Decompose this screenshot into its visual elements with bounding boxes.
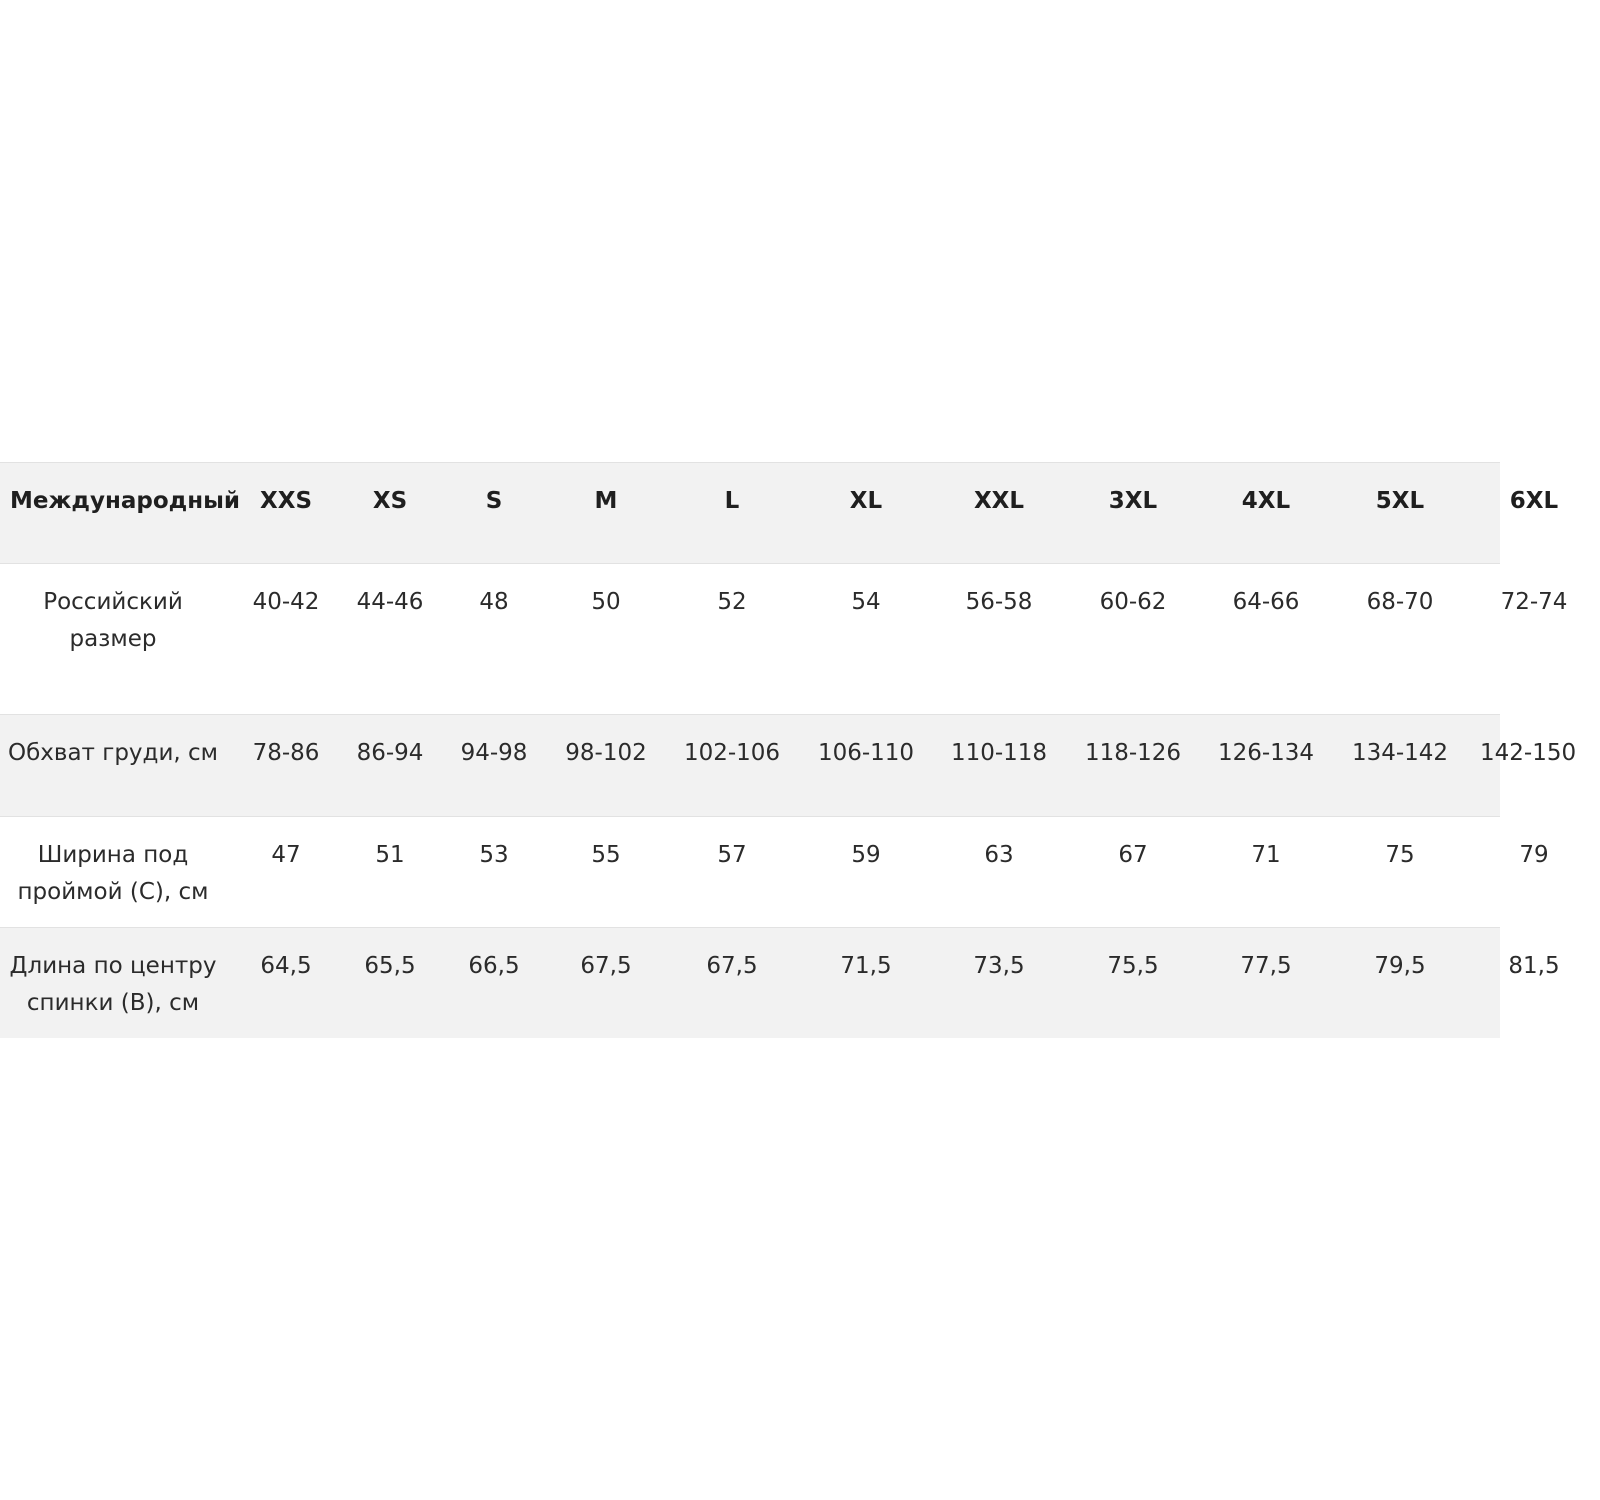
table-cell: 53 <box>479 842 509 868</box>
table-cell: 71 <box>1251 842 1281 868</box>
table-cell: 44-46 <box>356 589 424 615</box>
table-cell: 54 <box>851 589 881 615</box>
table-cell: 50 <box>591 589 621 615</box>
table-cell: 75 <box>1385 842 1415 868</box>
table-cell: 134-142 <box>1351 740 1449 766</box>
table-cell: 106-110 <box>817 740 915 766</box>
row-label-line: спинки (В), см <box>26 990 200 1016</box>
table-cell: 118-126 <box>1084 740 1182 766</box>
table-cell: 66,5 <box>468 953 520 979</box>
header-size-xxs: XXS <box>259 488 313 514</box>
table-cell: 40-42 <box>252 589 320 615</box>
table-cell: 81,5 <box>1508 953 1560 979</box>
row-label-line: Ширина под <box>37 842 189 868</box>
table-header-row <box>0 462 1559 563</box>
row-label-chest-girth <box>0 715 226 816</box>
table-cell: 68-70 <box>1366 589 1434 615</box>
header-size-m: M <box>594 488 618 514</box>
table-cell: 60-62 <box>1099 589 1167 615</box>
row-label-line: Обхват груди, см <box>7 740 219 766</box>
row-label-line: проймой (С), см <box>17 879 209 905</box>
header-size-xxl: XXL <box>973 488 1025 514</box>
table-cell: 63 <box>984 842 1014 868</box>
table-cell: 64-66 <box>1232 589 1300 615</box>
size-chart-table <box>0 462 1577 1038</box>
table-cell: 67,5 <box>580 953 632 979</box>
table-cell: 79 <box>1519 842 1549 868</box>
table-cell: 73,5 <box>973 953 1025 979</box>
table-cell: 78-86 <box>252 740 320 766</box>
table-cell: 110-118 <box>950 740 1048 766</box>
table-cell: 86-94 <box>356 740 424 766</box>
table-cell: 52 <box>717 589 747 615</box>
header-size-4xl: 4XL <box>1241 488 1291 514</box>
table-cell: 94-98 <box>460 740 528 766</box>
table-cell: 71,5 <box>840 953 892 979</box>
table-cell: 75,5 <box>1107 953 1159 979</box>
table-cell: 67 <box>1118 842 1148 868</box>
table-cell: 65,5 <box>364 953 416 979</box>
table-cell: 79,5 <box>1374 953 1426 979</box>
header-size-3xl: 3XL <box>1108 488 1158 514</box>
header-size-l: L <box>724 488 740 514</box>
header-size-s: S <box>485 488 503 514</box>
table-row-armhole-width <box>0 816 1549 927</box>
table-cell: 102-106 <box>683 740 781 766</box>
table-cell: 142-150 <box>1480 740 1577 766</box>
row-label-line: Длина по центру <box>9 953 217 979</box>
header-size-5xl: 5XL <box>1375 488 1425 514</box>
table-cell: 72-74 <box>1500 589 1568 615</box>
table-cell: 51 <box>375 842 405 868</box>
table-cell: 56-58 <box>965 589 1033 615</box>
header-label-international: Международный <box>10 488 240 514</box>
table-row-chest-girth <box>0 714 1577 816</box>
row-label-line: Российский <box>43 589 183 615</box>
header-size-6xl: 6XL <box>1509 488 1559 514</box>
header-size-xl: XL <box>849 488 883 514</box>
table-cell: 77,5 <box>1240 953 1292 979</box>
table-cell: 126-134 <box>1217 740 1315 766</box>
row-label-back-length <box>0 928 226 1038</box>
table-cell: 67,5 <box>706 953 758 979</box>
table-cell: 98-102 <box>565 740 647 766</box>
table-row-back-length <box>0 927 1560 1038</box>
row-label-armhole-width <box>0 817 226 927</box>
table-cell: 48 <box>479 589 509 615</box>
header-size-xs: XS <box>372 488 408 514</box>
row-label-russian-size <box>0 564 226 714</box>
table-cell: 64,5 <box>260 953 312 979</box>
table-row-russian-size <box>0 563 1568 714</box>
table-cell: 55 <box>591 842 621 868</box>
table-cell: 57 <box>717 842 747 868</box>
row-label-line: размер <box>69 626 157 652</box>
table-cell: 59 <box>851 842 881 868</box>
table-cell: 47 <box>271 842 301 868</box>
